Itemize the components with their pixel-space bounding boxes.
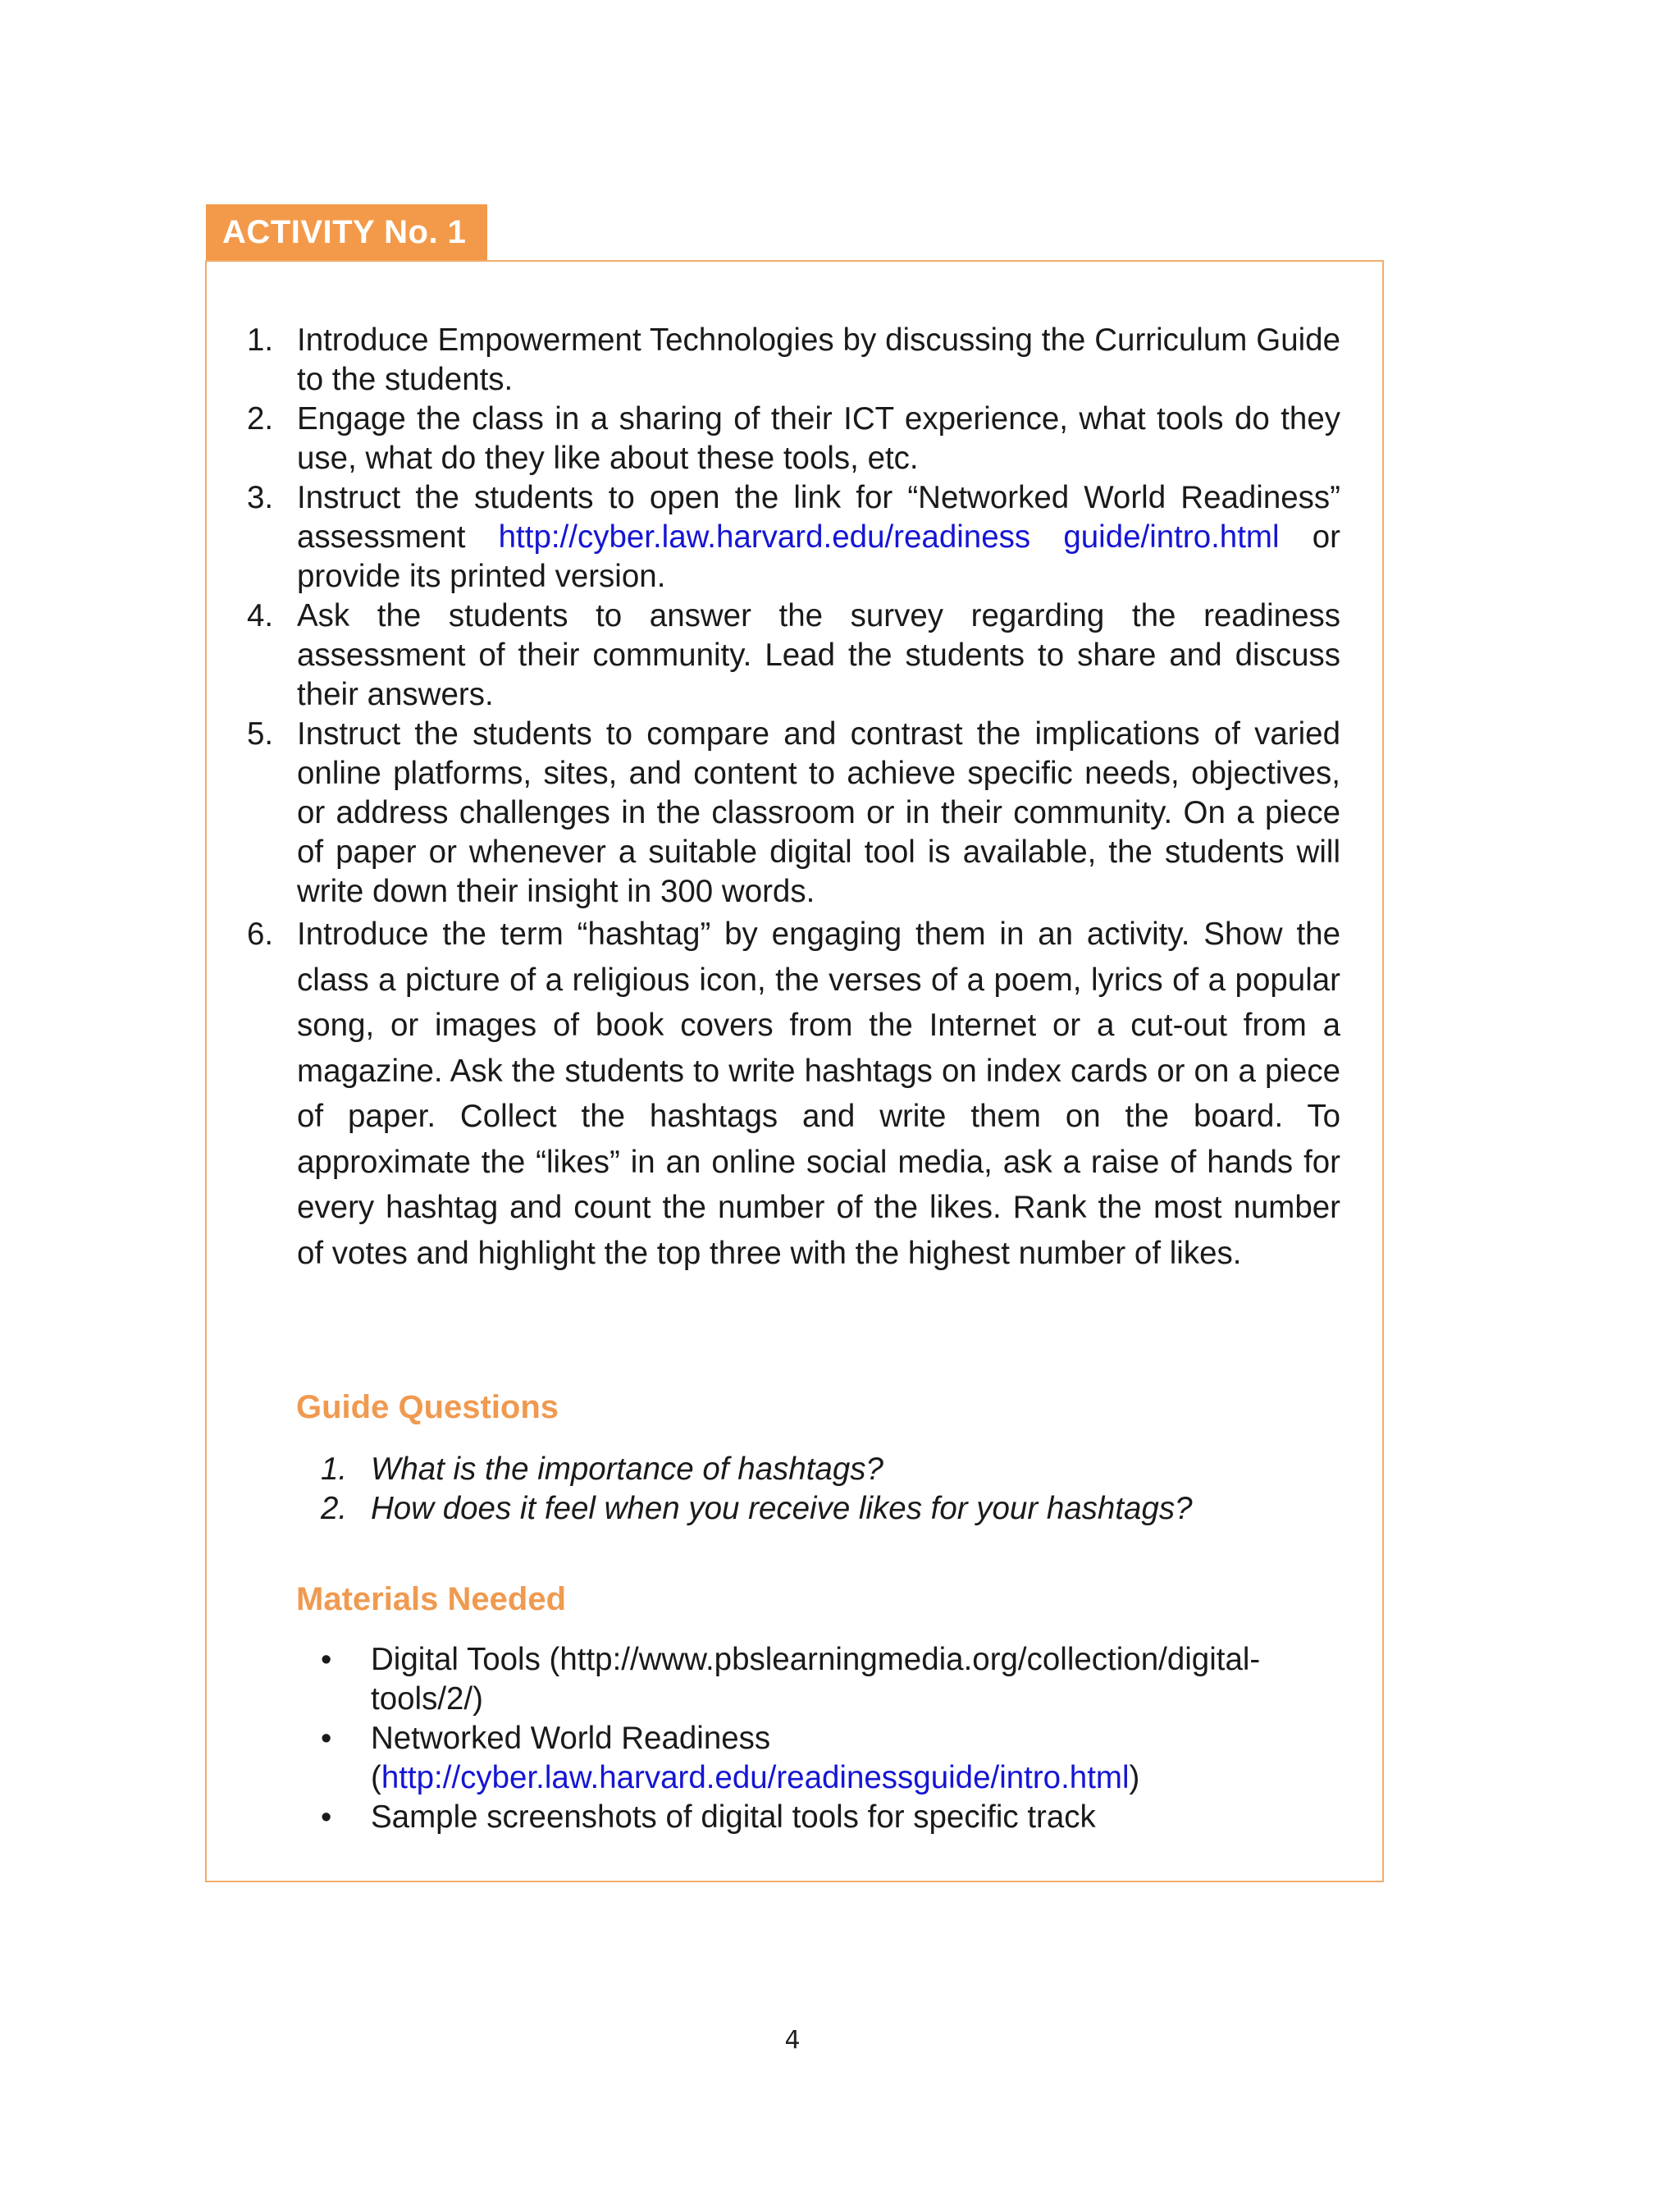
step-number: 3. [247, 480, 274, 515]
question-number: 1. [321, 1452, 348, 1487]
step-number: 2. [247, 401, 274, 437]
step-text: Engage the class in a sharing of their ICT experience, what tools do they use, what do they like about these tools, etc. [297, 401, 1340, 476]
materials-needed-heading: Materials Needed [296, 1581, 567, 1617]
step-text: Instruct the students to open the link for “Networked World Readiness” assessment [297, 480, 1340, 555]
list-item [321, 1640, 1340, 1719]
readiness-guide-link[interactable]: http://cyber.law.harvard.edu/readinessguide/intro.html [381, 1760, 1130, 1795]
bullet-icon: • [321, 1721, 332, 1756]
material-text: Digital Tools (http://www.pbslearningmedia.org/collection/digital-tools/2/) [371, 1642, 1261, 1717]
guide-questions-heading: Guide Questions [296, 1389, 559, 1425]
list-item [247, 912, 1340, 1276]
question-text: How does it feel when you receive likes for your hashtags? [371, 1491, 1193, 1526]
list-item [321, 1798, 1340, 1837]
list-item [247, 478, 1340, 597]
material-text: Networked World Readiness ( [371, 1721, 771, 1795]
activity-label: ACTIVITY No. 1 [206, 204, 487, 261]
step-number: 4. [247, 598, 274, 633]
page-number: 4 [784, 2026, 801, 2055]
materials-list [321, 1640, 1340, 1837]
step-number: 6. [247, 917, 274, 952]
readiness-guide-link[interactable]: http://cyber.law.harvard.edu/readiness guide/intro.html [498, 519, 1280, 555]
bullet-icon: • [321, 1800, 332, 1835]
list-item [247, 400, 1340, 478]
list-item [321, 1450, 1354, 1489]
bullet-icon: • [321, 1643, 332, 1677]
question-number: 2. [321, 1491, 348, 1526]
step-number: 5. [247, 716, 274, 752]
material-text: Sample screenshots of digital tools for specific track [371, 1799, 1096, 1835]
list-item [247, 597, 1340, 715]
step-text: or provide its printed version. [297, 519, 1340, 594]
list-item [321, 1489, 1354, 1529]
step-text: Ask the students to answer the survey regarding the readiness assessment of their community. Lead the students to share and discuss their answers. [297, 598, 1340, 712]
step-text: Introduce the term “hashtag” by engaging them in an activity. Show the class a picture of a religious icon, the verses of a poem, lyrics of a popular song, or images of book covers from the Internet or a cut-out from a magazine. Ask the students to write hashtags on index cards or on a piece of paper. Collect the hashtags and write them on the board. To approximate the “likes” in an online social media, ask a raise of hands for every hashtag and count the number of the likes. Rank the most number of votes and highlight the top three with the highest number of likes. [297, 917, 1340, 1271]
list-item [247, 715, 1340, 912]
step-text: Instruct the students to compare and contrast the implications of varied online platforms, sites, and content to achieve specific needs, objectives, or address challenges in the classroom or in their community. On a piece of paper or whenever a suitable digital tool is available, the students will write down their insight in 300 words. [297, 716, 1340, 909]
activity-steps-list [247, 321, 1340, 1276]
guide-questions-list [321, 1450, 1354, 1529]
list-item [247, 321, 1340, 400]
list-item [321, 1719, 1340, 1798]
step-text: Introduce Empowerment Technologies by discussing the Curriculum Guide to the students. [297, 322, 1340, 397]
step-number: 1. [247, 322, 274, 358]
material-text: ) [1129, 1760, 1140, 1795]
question-text: What is the importance of hashtags? [371, 1452, 883, 1487]
